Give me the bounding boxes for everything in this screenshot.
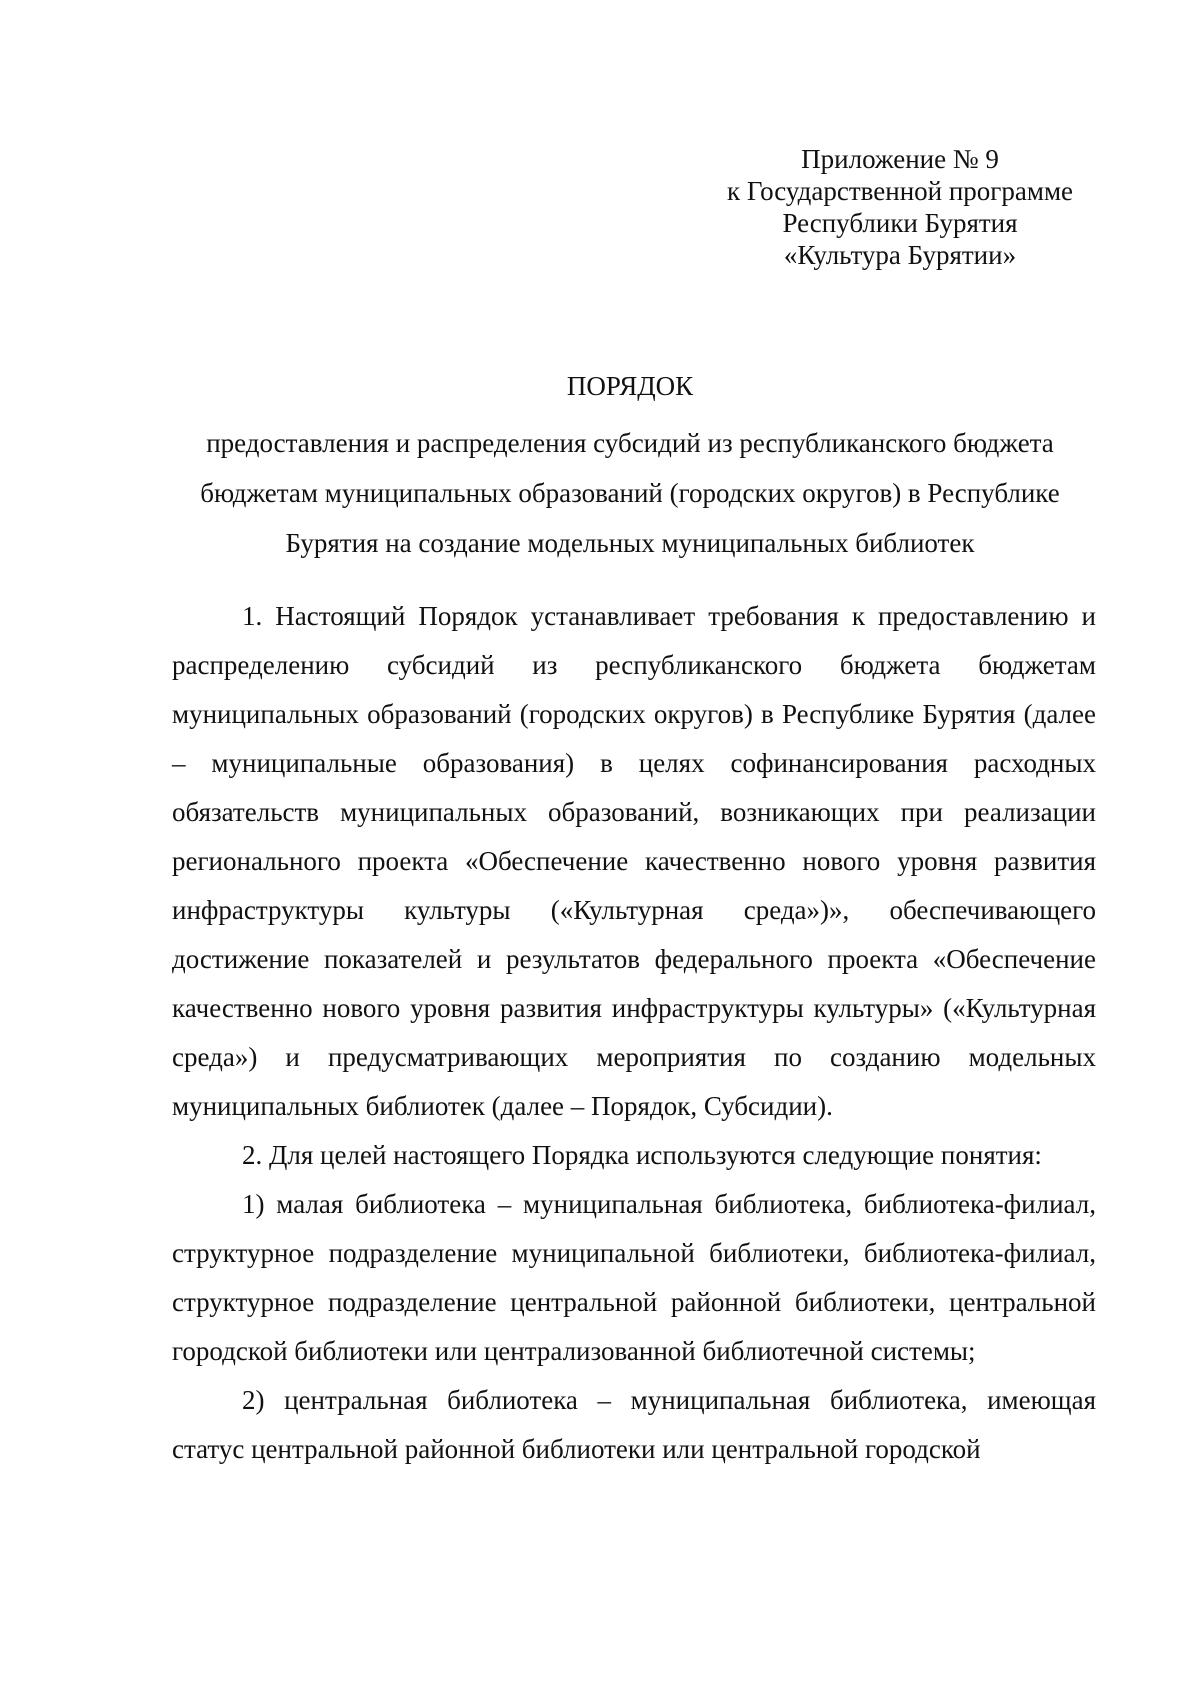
appendix-header xyxy=(690,143,1110,271)
paragraph-2: 2. Для целей настоящего Порядка используются следующие понятия: xyxy=(242,1140,1042,1170)
document-body xyxy=(172,592,1096,1474)
paragraph-3: 1) малая библиотека – муниципальная библиотека, библиотека-филиал, структурное подразделение муниципальной библиотеки, библиотека-филиал, структурное подразделение центральной районной библиотеки, центральной городской библиотеки или централизованной библиотечной системы; xyxy=(172,1189,1096,1366)
document-subtitle xyxy=(160,418,1100,568)
paragraph-4: 2) центральная библиотека – муниципальная библиотека, имеющая статус центральной районной библиотеки или центральной городской xyxy=(172,1385,1096,1464)
subtitle-line-3: Бурятия на создание модельных муниципальных библиотек xyxy=(285,528,975,558)
appendix-line-2: к Государственной программе xyxy=(726,176,1074,206)
appendix-line-4: «Культура Бурятии» xyxy=(783,240,1017,270)
paragraph-1: 1. Настоящий Порядок устанавливает требования к предоставлению и распределению субсидий из республиканского бюджета бюджетам муниципальных образований (городских округов) в Республике Бурятия (далее – муниципальные образования) в целях софинансирования расходных обязательств муниципальных образований, возникающих при реализации регионального проекта «Обеспечение качественно нового уровня развития инфраструктуры культуры («Культурная среда»)», обеспечивающего достижение показателей и результатов федерального проекта «Обеспечение качественно нового уровня развития инфраструктуры культуры» («Культурная среда») и предусматривающих мероприятия по созданию модельных муниципальных библиотек (далее – Порядок, Субсидии). xyxy=(172,601,1096,1121)
subtitle-line-2: бюджетам муниципальных образований (городских округов) в Республике xyxy=(200,478,1060,508)
appendix-line-1: Приложение № 9 xyxy=(801,144,999,174)
document-title: ПОРЯДОК xyxy=(566,371,694,401)
appendix-line-3: Республики Бурятия xyxy=(782,208,1018,238)
subtitle-line-1: предоставления и распределения субсидий из республиканского бюджета xyxy=(206,428,1054,458)
